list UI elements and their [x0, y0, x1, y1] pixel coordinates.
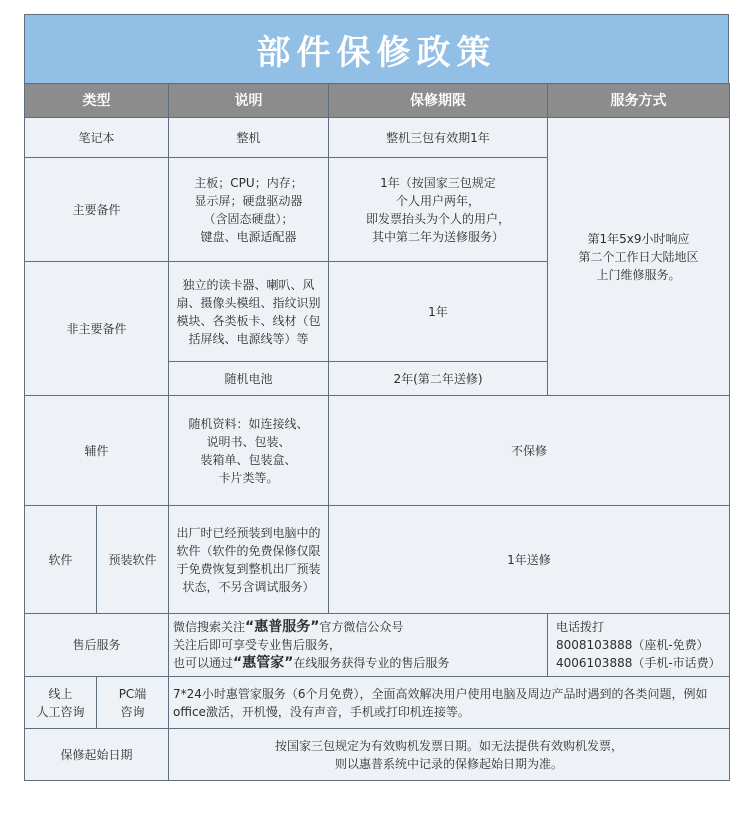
- warranty-policy: [24, 14, 729, 781]
- after-sales-type: 售后服务: [25, 614, 169, 677]
- online-subtype: PC端 咨询: [97, 677, 169, 729]
- accessories-type: 辅件: [25, 396, 169, 506]
- header-desc: 说明: [169, 84, 329, 118]
- online-desc: 7*24小时惠管家服务（6个月免费），全面高效解决用户使用电脑及周边产品时遇到的各类问题，例如office激活，开机慢，没有声音，手机或打印机连接等。: [169, 677, 730, 729]
- header-period: 保修期限: [329, 84, 548, 118]
- notebook-desc: 整机: [169, 118, 329, 158]
- header-service: 服务方式: [548, 84, 730, 118]
- page-title: 部件保修政策: [256, 32, 497, 73]
- after-sales-phone: [548, 614, 730, 677]
- accessories-desc: 随机资料：如连接线、 说明书、包装、 装箱单、包装盒、 卡片类等。: [169, 396, 329, 506]
- minor-parts-period: 1年: [329, 262, 548, 362]
- software-desc: 出厂时已经预装到电脑中的软件（软件的免费保修仅限于免费恢复到整机出厂预装状态，不另含调试服务）: [169, 506, 329, 614]
- software-subtype: 预装软件: [97, 506, 169, 614]
- accessories-period: 不保修: [329, 396, 730, 506]
- main-parts-period: 1年（按国家三包规定 个人用户两年， 即发票抬头为个人的用户， 其中第二年为送修服务）: [329, 158, 548, 262]
- table-row: [25, 118, 730, 158]
- warranty-table: [24, 83, 730, 781]
- after-sales-line1: 微信搜索关注“惠普服务”官方微信公众号: [173, 619, 404, 635]
- notebook-type: 笔记本: [25, 118, 169, 158]
- hp-manager-name: “惠管家”: [233, 655, 294, 671]
- title-banner: [24, 14, 729, 83]
- main-parts-desc: 主板；CPU；内存； 显示屏；硬盘驱动器 （含固态硬盘）； 键盘、电源适配器: [169, 158, 329, 262]
- table-row: [25, 677, 730, 729]
- minor-parts-type: 非主要备件: [25, 262, 169, 396]
- software-period: 1年送修: [329, 506, 730, 614]
- minor-parts-desc: 独立的读卡器、喇叭、风扇、摄像头模组、指纹识别模块、各类板卡、线材（包括屏线、电源线等）等: [169, 262, 329, 362]
- after-sales-desc: [169, 614, 548, 677]
- phone-title: 电话拨打: [556, 620, 605, 634]
- main-parts-type: 主要备件: [25, 158, 169, 262]
- table-row: [25, 729, 730, 781]
- start-date-type: 保修起始日期: [25, 729, 169, 781]
- header-type: 类型: [25, 84, 169, 118]
- software-type: 软件: [25, 506, 97, 614]
- phone-landline: 8008103888（座机-免费）: [556, 638, 709, 652]
- notebook-period: 整机三包有效期1年: [329, 118, 548, 158]
- service-method: 第1年5x9小时响应 第二个工作日大陆地区 上门维修服务。: [548, 118, 730, 396]
- table-row: [25, 396, 730, 506]
- battery-desc: 随机电池: [169, 362, 329, 396]
- battery-period: 2年(第二年送修): [329, 362, 548, 396]
- online-type: 线上 人工咨询: [25, 677, 97, 729]
- start-date-desc: 按国家三包规定为有效购机发票日期。如无法提供有效购机发票， 则以惠普系统中记录的保修起始日期为准。: [169, 729, 730, 781]
- table-row: [25, 614, 730, 677]
- hp-service-name: “惠普服务”: [245, 619, 320, 635]
- after-sales-line3: 也可以通过“惠管家”在线服务获得专业的售后服务: [173, 655, 450, 671]
- header-row: [25, 84, 730, 118]
- after-sales-line2: 关注后即可享受专业售后服务，: [173, 638, 342, 652]
- table-row: [25, 506, 730, 614]
- phone-mobile: 4006103888（手机-市话费）: [556, 656, 721, 670]
